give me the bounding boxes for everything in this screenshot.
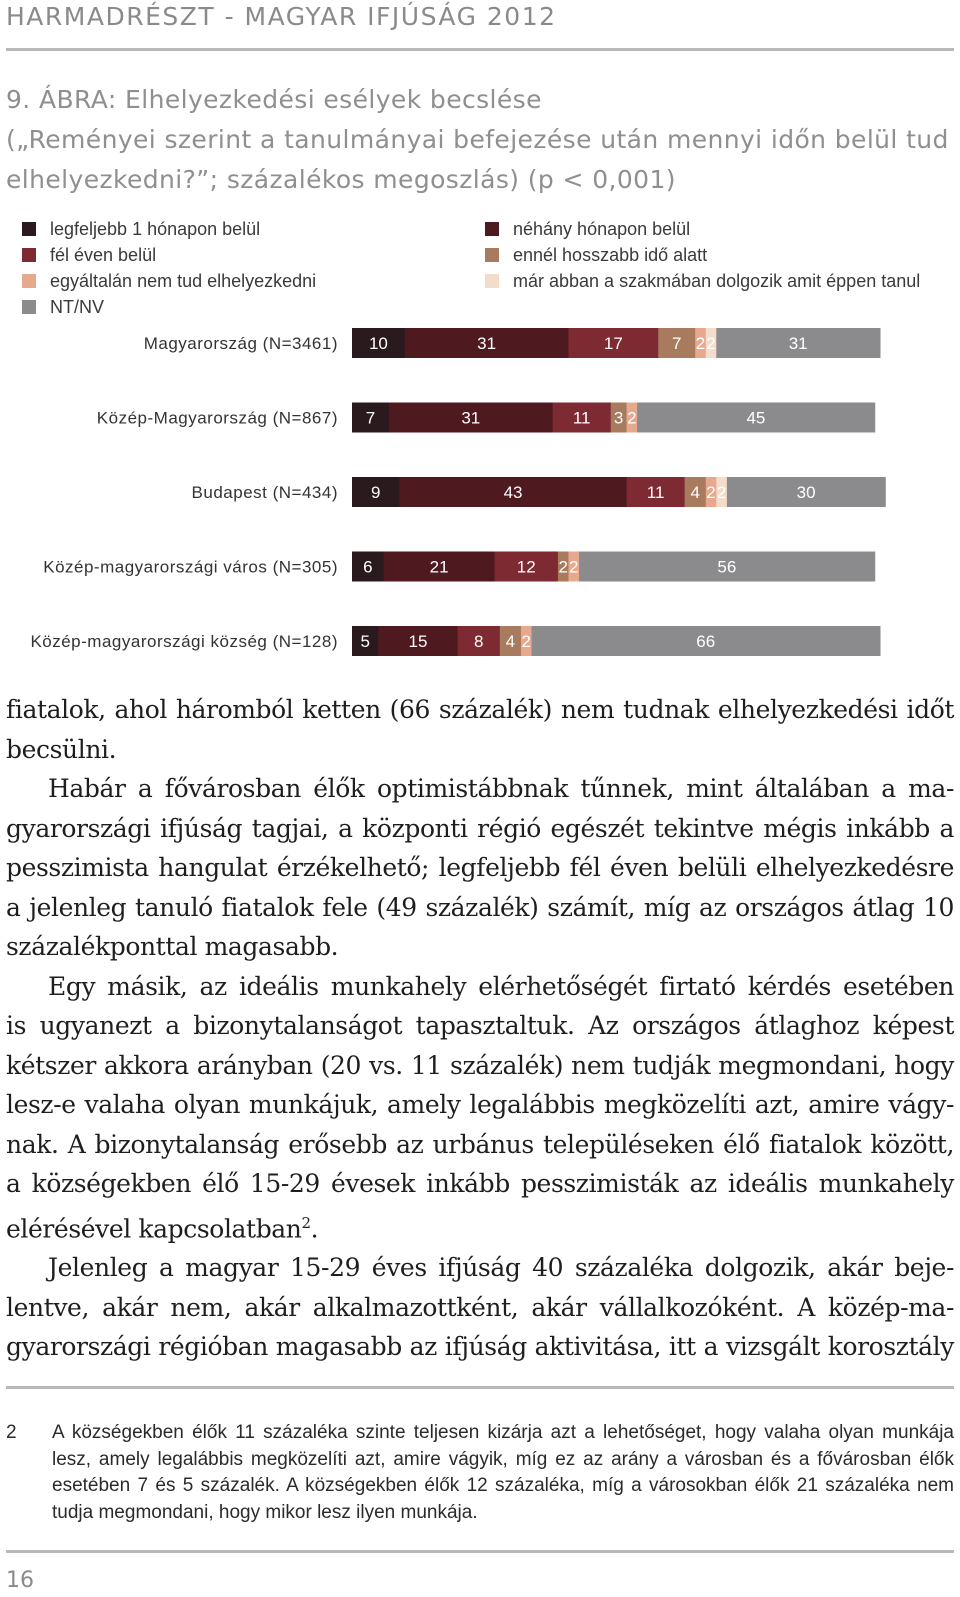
figure-title-line: 9. ÁBRA: Elhelyezkedési esélyek becslése (6, 85, 542, 114)
text-line: is ugyanezt a bizonytalanságot tapasztaltuk. Az országos átlaghoz képest (6, 1011, 954, 1040)
data-label: 31 (477, 334, 497, 353)
legend-left (22, 216, 316, 320)
category-label: Magyarország (N=3461) (143, 334, 338, 353)
footnote-text: A községekben élők 11 százaléka szinte teljesen kizárja azt a lehetőséget, hogy valaha olyan munkája lesz, amely legalábbis megközelíti azt, amire vágyik, míg ez az arány a városban és a fővárosban élők esetében 7 és 5 százalék. A községekben élők 12 százaléka, míg a városokban élők 21 százaléka nem tudja megmondani, hogy mikor lesz ilyen munkája. (52, 1422, 954, 1523)
data-label: 3 (613, 408, 624, 428)
data-label: 15 (408, 632, 428, 651)
legend-label: egyáltalán nem tud elhelyezkedni (50, 270, 317, 291)
text-line-end: . (310, 1213, 319, 1243)
data-label: 31 (788, 334, 808, 353)
legend-swatch (22, 222, 36, 236)
text-line-block (6, 848, 954, 888)
data-label: 21 (429, 557, 449, 577)
text-line-block (6, 927, 954, 967)
legend-item (485, 242, 920, 268)
category-label: Közép-magyarországi város (N=305) (43, 557, 338, 577)
text-line: Egy másik, az ideális munkahely elérhetőségét firtató kérdés esetében (48, 971, 954, 1001)
running-head: HARMADRÉSZT - MAGYAR IFJÚSÁG 2012 (6, 2, 557, 31)
text-line-block (6, 1006, 954, 1046)
paragraph (6, 769, 954, 809)
text-line-block (6, 1046, 954, 1086)
text-line-block (6, 1327, 954, 1367)
data-label: 4 (690, 483, 700, 502)
data-label: 7 (365, 408, 376, 428)
data-label: 7 (671, 334, 682, 353)
text-line: gyarországi ifjúság tagjai, a központi régió egészét tekintve mégis inkább a (6, 813, 954, 843)
legend-swatch (485, 222, 499, 236)
data-label: 8 (473, 632, 484, 651)
legend-swatch (485, 248, 499, 262)
footer-rule (6, 1550, 954, 1553)
legend-item (22, 242, 316, 268)
page-number: 16 (6, 1568, 34, 1593)
data-label: 56 (717, 557, 737, 577)
data-label: 66 (696, 632, 716, 651)
text-line: kétszer akkora arányban (20 vs. 11 százalék) nem tudják megmondani, hogy (6, 1050, 954, 1080)
data-label: 31 (461, 408, 481, 428)
data-label: 2 (569, 557, 579, 577)
text-line: a községekben élő 15-29 évesek inkább pesszimisták az ideális munkahely (6, 1169, 954, 1198)
text-line: pesszimista hangulat érzékelhető; legfeljebb fél éven belüli elhelyezkedésre (6, 853, 954, 882)
data-label: 2 (695, 334, 706, 353)
data-label: 10 (368, 334, 388, 353)
data-label: 4 (505, 632, 516, 651)
text-line-block (6, 1164, 954, 1204)
data-label: 2 (627, 408, 637, 428)
text-line-block (6, 1125, 954, 1165)
footnote (6, 1420, 954, 1526)
text-line: lentve, akár nem, akár alkalmazottként, akár vállalkozóként. A közép-ma- (6, 1292, 954, 1322)
text-line: Jelenleg a magyar 15-29 éves ifjúság 40 százaléka dolgozik, akár beje- (48, 1253, 954, 1283)
header-rule (6, 48, 954, 51)
data-label: 2 (716, 483, 727, 502)
data-label: 5 (360, 632, 370, 651)
text-line-block (6, 1204, 954, 1249)
text-line: százalékponttal magasabb. (6, 932, 339, 961)
paragraph (6, 730, 954, 770)
figure-title-line: („Reményei szerint a tanulmányai befejezése után mennyi időn belül tud (6, 125, 949, 154)
text-line: fiatalok, ahol háromból ketten (66 százalék) nem tudnak elhelyezkedési időt (6, 695, 954, 724)
legend-swatch (22, 274, 36, 288)
paragraph (6, 1248, 954, 1288)
data-label: 9 (371, 483, 381, 502)
legend-item (485, 216, 920, 242)
legend-label: néhány hónapon belül (513, 218, 691, 239)
legend-item (22, 294, 316, 320)
legend-item (485, 268, 920, 294)
legend-swatch (485, 274, 499, 288)
text-line: becsülni. (6, 734, 117, 764)
legend-swatch (22, 300, 36, 314)
figure-title (6, 80, 956, 200)
body-text (6, 690, 954, 1367)
legend-item (22, 268, 316, 294)
data-label: 12 (516, 557, 536, 577)
legend-swatch (22, 248, 36, 262)
text-line: nak. A bizonytalanság erősebb az urbánus településeken élő fiatalok között, (6, 1129, 954, 1159)
data-label: 2 (706, 334, 716, 353)
text-line: Habár a fővárosban élők optimistábbnak tűnnek, mint általában a ma- (48, 774, 954, 803)
data-label: 11 (572, 408, 591, 428)
text-line-block (6, 809, 954, 849)
legend-label: legfeljebb 1 hónapon belül (50, 218, 261, 239)
text-line: elérésével kapcsolatban (6, 1213, 302, 1243)
category-label: Közép-magyarországi község (N=128) (30, 632, 338, 651)
text-line: gyarországi régióban magasabb az ifjúság aktivitása, itt a vizsgált korosztály (6, 1332, 954, 1362)
stacked-bar-chart (0, 326, 960, 671)
legend-label: már abban a szakmában dolgozik amit éppen tanul (513, 270, 921, 291)
paragraph (6, 690, 954, 730)
data-label: 11 (646, 483, 665, 502)
data-label: 2 (521, 632, 531, 651)
data-label: 30 (796, 483, 816, 502)
data-label: 6 (363, 557, 373, 577)
data-label: 45 (746, 408, 766, 428)
data-label: 17 (603, 334, 623, 353)
legend-right (485, 216, 920, 294)
figure-title-line: elhelyezkedni?”; százalékos megoszlás) (p < 0,001) (6, 165, 676, 194)
text-line-block (6, 1085, 954, 1125)
text-line-block (6, 888, 954, 928)
footnote-number: 2 (6, 1422, 17, 1443)
data-label: 2 (706, 483, 716, 502)
text-line: a jelenleg tanuló fiatalok fele (49 százalék) számít, míg az országos átlag 10 (6, 892, 954, 922)
data-label: 43 (503, 483, 523, 502)
legend-item (22, 216, 316, 242)
category-label: Közép-Magyarország (N=867) (96, 408, 338, 428)
legend-label: fél éven belül (50, 244, 157, 265)
text-line-block (6, 1288, 954, 1328)
paragraph (6, 967, 954, 1007)
footnote-rule (6, 1386, 954, 1389)
text-line: lesz-e valaha olyan munkájuk, amely legalábbis megközelíti azt, amire vágy- (6, 1090, 954, 1119)
footnote-ref[interactable]: 2 (301, 1213, 311, 1232)
legend-label: ennél hosszabb idő alatt (513, 244, 708, 265)
data-label: 2 (558, 557, 568, 577)
legend-label: NT/NV (50, 296, 104, 317)
category-label: Budapest (N=434) (191, 483, 338, 502)
